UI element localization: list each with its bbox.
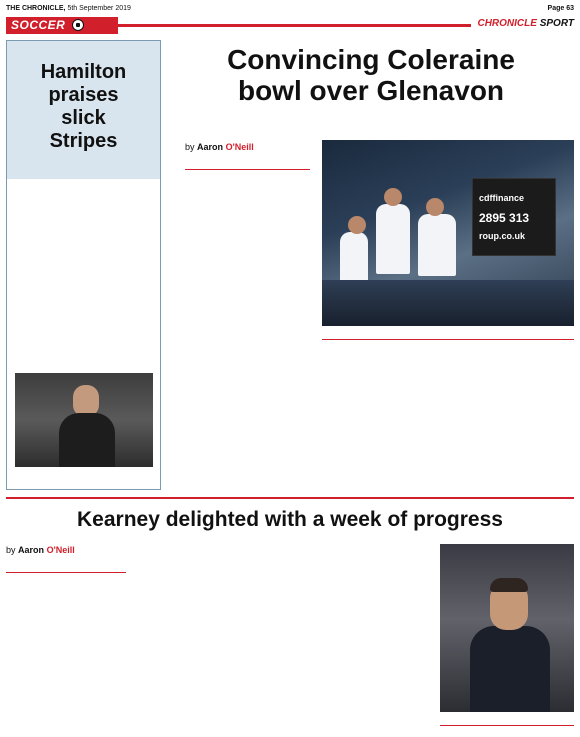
photo-foreground [322,280,574,326]
side-headline-line: Hamilton [40,61,127,83]
photo-player-head [384,188,402,206]
section-tag [6,17,118,34]
advertising-board [472,178,556,256]
soccer-ball-icon [72,19,84,31]
second-byline [6,545,126,573]
photo-figure-body [470,626,550,712]
main-byline-name [185,142,310,152]
side-headline-line: slick [61,107,106,129]
main-story-headline [168,44,574,106]
photo-figure-hair [490,578,528,592]
main-headline-line: bowl over Glenavon [237,75,505,106]
masthead-left [6,5,131,12]
byline-prefix: by [6,545,16,555]
second-byline-name [6,545,126,555]
second-photo-caption [440,714,574,726]
byline-last: O'Neill [225,142,254,152]
byline-first: Aaron [197,142,224,152]
second-story-photo [440,544,574,712]
paper-name: THE CHRONICLE, [6,5,66,12]
page-number: Page 63 [547,5,574,12]
story-divider [6,497,574,499]
side-story-headline [7,41,160,179]
side-headline-line: Stripes [49,130,118,152]
main-byline [185,142,310,170]
board-text: roup.co.uk [479,231,526,241]
section-label: SOCCER [11,18,66,32]
section-banner [6,17,574,34]
sport-brand [471,18,574,29]
main-headline-line: Convincing Coleraine [227,44,515,75]
byline-prefix: by [185,142,195,152]
photo-figure-body [59,413,115,467]
main-photo-caption [322,328,574,340]
side-headline-line: praises [48,84,119,106]
photo-player [340,232,368,284]
masthead [6,2,574,16]
side-story-photo [15,373,153,467]
second-story-headline: Kearney delighted with a week of progress [77,508,503,531]
board-text: 2895 313 [479,211,530,225]
byline-first: Aaron [18,545,45,555]
photo-player-head [348,216,366,234]
issue-date: 5th September 2019 [67,5,131,12]
photo-player [376,204,410,274]
brand-secondary: SPORT [539,18,574,29]
brand-primary: CHRONICLE [477,18,537,29]
byline-last: O'Neill [46,545,75,555]
photo-player [418,214,456,276]
side-story-panel [6,40,161,490]
main-story-photo [322,140,574,326]
photo-player-head [426,198,444,216]
board-text: cdffinance [479,193,525,203]
